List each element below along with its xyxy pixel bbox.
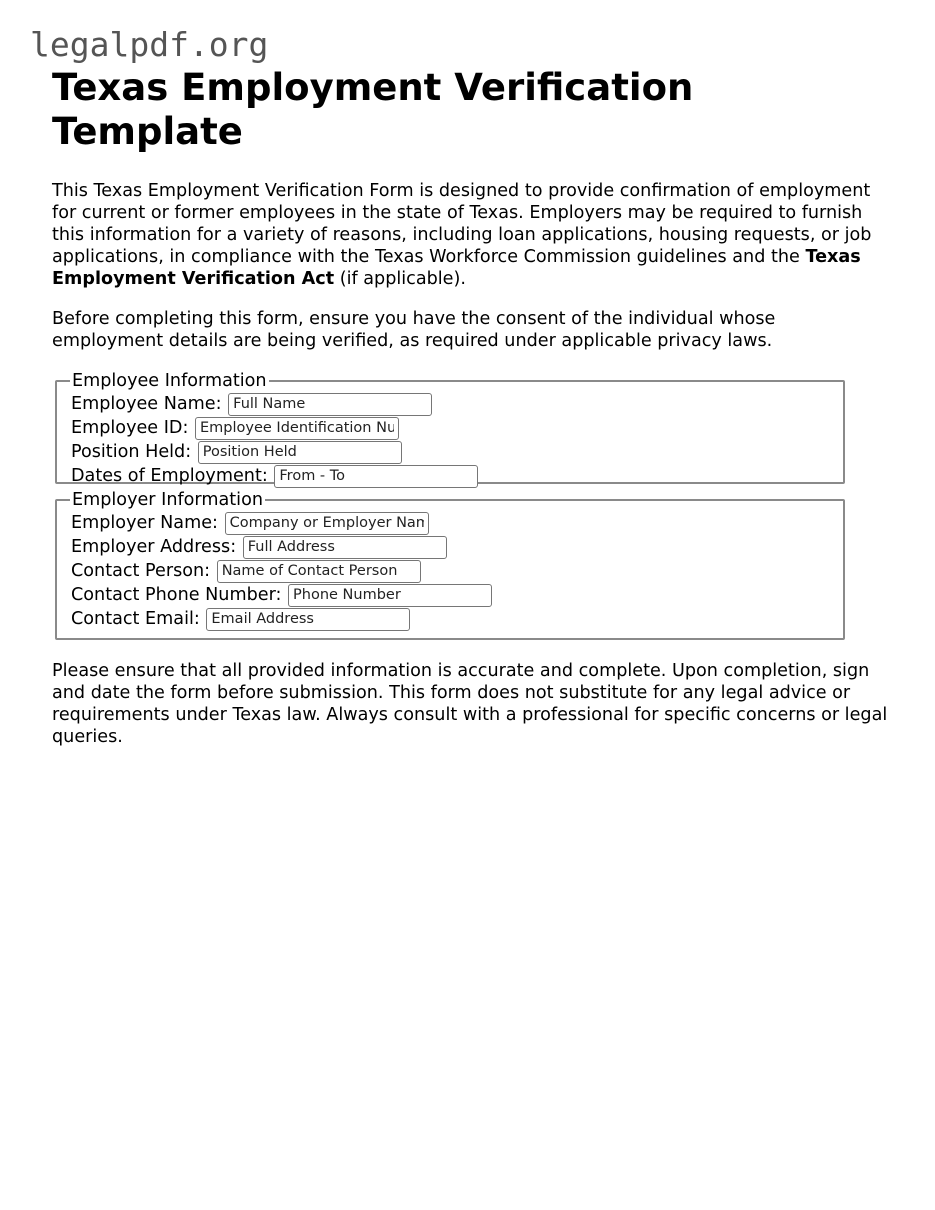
employee-section-legend: Employee Information bbox=[72, 371, 267, 391]
employer-section-legend: Employer Information bbox=[72, 490, 263, 510]
intro-text-end: (if applicable). bbox=[334, 269, 466, 289]
consent-paragraph: Before completing this form, ensure you have the consent of the individual whose employment details are being verified, as required under applicable privacy laws. bbox=[52, 309, 776, 351]
intro-paragraph bbox=[52, 180, 888, 290]
contact-person-input[interactable] bbox=[217, 560, 421, 583]
position-held-input[interactable] bbox=[198, 441, 402, 464]
employer-name-row bbox=[71, 511, 827, 535]
contact-email-label: Contact Email: bbox=[71, 609, 200, 629]
employer-address-input[interactable] bbox=[243, 536, 447, 559]
page-title: Texas Employment Verification Template bbox=[52, 66, 694, 153]
employee-id-input[interactable] bbox=[195, 417, 399, 440]
intro-text: This Texas Employment Verification Form is designed to provide confirmation of employment for current or former employees in the state of Texas. Employers may be required to furnish this information for a variety of reasons, including loan applications, housing requests, or job applications, in compliance with the Texas Workforce Commission guidelines and the bbox=[52, 181, 872, 267]
intro-act-name: Texas Employment Verification Act bbox=[52, 247, 861, 289]
dates-of-employment-label: Dates of Employment: bbox=[71, 466, 268, 486]
employee-name-row bbox=[71, 392, 827, 416]
watermark-logo: legalpdf.org bbox=[30, 25, 269, 64]
dates-of-employment-row bbox=[71, 464, 827, 488]
document-body bbox=[52, 66, 888, 766]
employer-information-section bbox=[55, 489, 845, 640]
employer-address-label: Employer Address: bbox=[71, 537, 237, 557]
contact-email-input[interactable] bbox=[206, 608, 410, 631]
contact-email-row bbox=[71, 607, 827, 631]
employee-information-section bbox=[55, 370, 845, 484]
contact-phone-input[interactable] bbox=[288, 584, 492, 607]
employee-id-label: Employee ID: bbox=[71, 418, 189, 438]
contact-phone-label: Contact Phone Number: bbox=[71, 585, 282, 605]
dates-of-employment-input[interactable] bbox=[274, 465, 478, 488]
employee-name-input[interactable] bbox=[228, 393, 432, 416]
closing-paragraph: Please ensure that all provided information is accurate and complete. Upon completion, sign and date the form before submission. This form does not substitute for any legal advice or requirements under Texas law. Always consult with a professional for specific concerns or legal queries. bbox=[52, 661, 888, 747]
contact-phone-row bbox=[71, 583, 827, 607]
position-held-label: Position Held: bbox=[71, 442, 192, 462]
employee-id-row bbox=[71, 416, 827, 440]
contact-person-row bbox=[71, 559, 827, 583]
employer-name-label: Employer Name: bbox=[71, 513, 218, 533]
employee-name-label: Employee Name: bbox=[71, 394, 222, 414]
employer-address-row bbox=[71, 535, 827, 559]
employer-name-input[interactable] bbox=[225, 512, 429, 535]
contact-person-label: Contact Person: bbox=[71, 561, 211, 581]
position-held-row bbox=[71, 440, 827, 464]
